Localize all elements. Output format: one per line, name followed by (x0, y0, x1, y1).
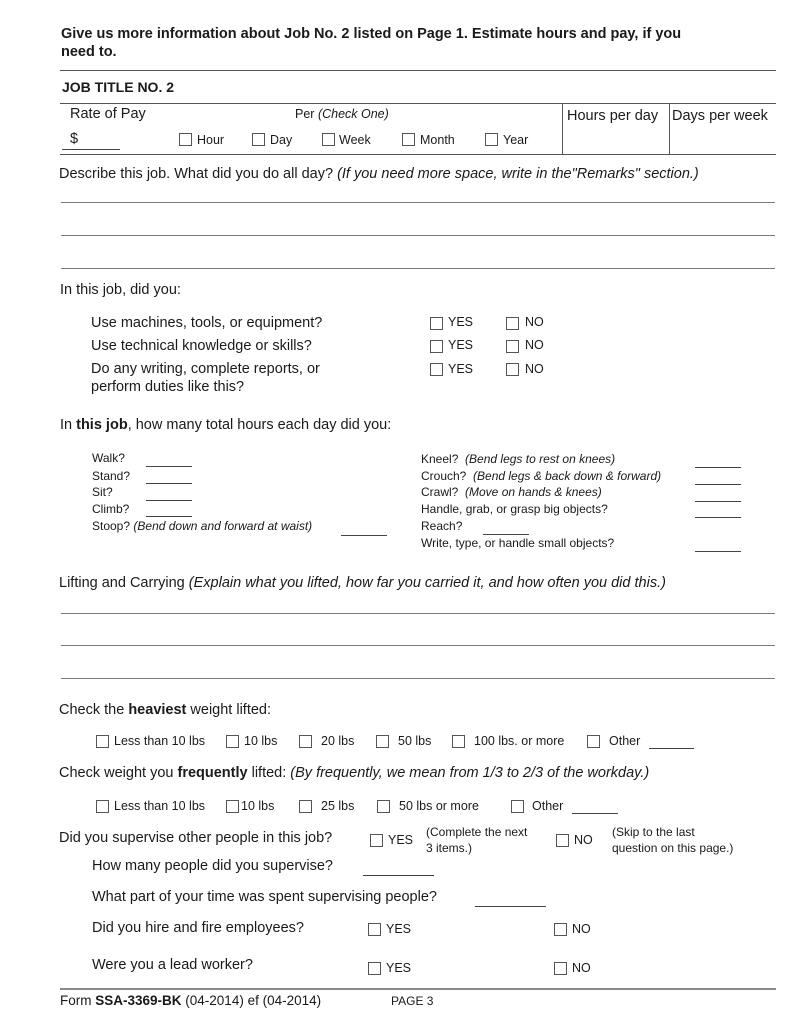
hours-per-day-label: Hours per day (567, 108, 659, 124)
writing-yes-checkbox[interactable] (430, 363, 443, 376)
machines-yes-checkbox[interactable] (430, 317, 443, 330)
crouch-label: Crouch? (Bend legs & back down & forward) (421, 469, 662, 483)
frequent-less-than-10-checkbox[interactable] (96, 800, 109, 813)
lifting-line-3[interactable] (61, 678, 775, 679)
kneel-label: Kneel? (Bend legs to rest on knees) (421, 452, 616, 466)
hire-fire-label: Did you hire and fire employees? (92, 920, 304, 936)
page-number: PAGE 3 (391, 994, 434, 1008)
supervise-question: Did you supervise other people in this job? (59, 830, 333, 846)
checkbox-year-label: Year (503, 133, 529, 147)
frequent-25-checkbox[interactable] (299, 800, 312, 813)
hours-per-day-input[interactable] (563, 126, 668, 153)
intro-line-2: need to. (61, 44, 117, 60)
heaviest-heading: Check the heaviest weight lifted: (59, 702, 272, 718)
heaviest-option-label: 20 lbs (321, 734, 355, 748)
time-supervising-label: What part of your time was spent supervising people? (92, 889, 437, 905)
stand-hours-input[interactable] (146, 483, 192, 484)
days-per-week-label: Days per week (672, 108, 768, 124)
sit-label: Sit? (92, 485, 113, 499)
write-label: Write, type, or handle small objects? (421, 536, 615, 550)
heaviest-option-label: 50 lbs (398, 734, 432, 748)
yes-label: YES (448, 338, 474, 352)
describe-line-1[interactable] (61, 202, 775, 203)
technical-no-checkbox[interactable] (506, 340, 519, 353)
per-label: Per (Check One) (295, 107, 389, 121)
checkbox-year[interactable] (485, 133, 498, 146)
days-per-week-input[interactable] (670, 126, 775, 153)
describe-job-label: Describe this job. What did you do all day? (If you need more space, write in the"Remarks" section.) (59, 166, 699, 182)
question-writing-line-2: perform duties like this? (91, 379, 245, 395)
describe-line-2[interactable] (61, 235, 775, 236)
no-label: NO (525, 315, 544, 329)
heaviest-20-checkbox[interactable] (299, 735, 312, 748)
supervise-yes-note-2: 3 items.) (426, 841, 473, 855)
no-label: NO (525, 338, 544, 352)
lead-worker-yes-checkbox[interactable] (368, 962, 381, 975)
question-writing-line-1: Do any writing, complete reports, or (91, 361, 320, 377)
frequent-option-label: Less than 10 lbs (114, 799, 206, 813)
lifting-line-2[interactable] (61, 645, 775, 646)
reach-label: Reach? (421, 519, 463, 533)
checkbox-hour[interactable] (179, 133, 192, 146)
frequent-other-input[interactable] (572, 813, 618, 814)
frequent-10-checkbox[interactable] (226, 800, 239, 813)
heaviest-100-checkbox[interactable] (452, 735, 465, 748)
no-label: NO (572, 922, 591, 936)
yes-label: YES (386, 922, 412, 936)
heaviest-less-than-10-checkbox[interactable] (96, 735, 109, 748)
technical-yes-checkbox[interactable] (430, 340, 443, 353)
lead-worker-label: Were you a lead worker? (92, 957, 253, 973)
stoop-hours-input[interactable] (341, 535, 387, 536)
frequent-option-label: Other (532, 799, 564, 813)
yes-label: YES (448, 362, 474, 376)
supervise-no-note-1: (Skip to the last (612, 825, 695, 839)
time-supervising-input[interactable] (475, 906, 546, 907)
crawl-hours-input[interactable] (695, 501, 741, 502)
heaviest-other-checkbox[interactable] (587, 735, 600, 748)
checkbox-hour-label: Hour (197, 133, 225, 147)
writing-no-checkbox[interactable] (506, 363, 519, 376)
frequent-50-checkbox[interactable] (377, 800, 390, 813)
no-label: NO (574, 833, 593, 847)
checkbox-day[interactable] (252, 133, 265, 146)
crawl-label: Crawl? (Move on hands & knees) (421, 485, 602, 499)
climb-hours-input[interactable] (146, 516, 192, 517)
kneel-hours-input[interactable] (695, 467, 741, 468)
yes-label: YES (388, 833, 414, 847)
hours-heading: In this job, how many total hours each day did you: (60, 417, 392, 433)
supervise-no-checkbox[interactable] (556, 834, 569, 847)
frequent-option-label: 10 lbs (241, 799, 275, 813)
frequent-other-checkbox[interactable] (511, 800, 524, 813)
walk-label: Walk? (92, 451, 125, 465)
stand-label: Stand? (92, 469, 131, 483)
walk-hours-input[interactable] (146, 466, 192, 467)
form-id: Form SSA-3369-BK (04-2014) ef (04-2014) (60, 993, 322, 1008)
yes-label: YES (386, 961, 412, 975)
lifting-label: Lifting and Carrying (Explain what you lifted, how far you carried it, and how often you did this.) (59, 575, 666, 591)
question-technical: Use technical knowledge or skills? (91, 338, 312, 354)
frequent-heading: Check weight you frequently lifted: (By frequently, we mean from 1/3 to 2/3 of the workday.) (59, 765, 650, 781)
checkbox-week[interactable] (322, 133, 335, 146)
heaviest-option-label: 10 lbs (244, 734, 278, 748)
how-many-supervised-label: How many people did you supervise? (92, 858, 333, 874)
lifting-line-1[interactable] (61, 613, 775, 614)
lead-worker-no-checkbox[interactable] (554, 962, 567, 975)
how-many-supervised-input[interactable] (363, 875, 434, 876)
footer-divider (60, 988, 776, 990)
describe-line-3[interactable] (61, 268, 775, 269)
frequent-option-label: 50 lbs or more (399, 799, 479, 813)
divider (60, 70, 776, 71)
checkbox-day-label: Day (270, 133, 293, 147)
heaviest-option-label: Less than 10 lbs (114, 734, 206, 748)
write-hours-input[interactable] (695, 551, 741, 552)
rate-of-pay-label: Rate of Pay (70, 106, 146, 122)
crouch-hours-input[interactable] (695, 484, 741, 485)
supervise-yes-note-1: (Complete the next (426, 825, 528, 839)
intro-line-1: Give us more information about Job No. 2 listed on Page 1. Estimate hours and pay, if you (61, 26, 682, 42)
did-you-heading: In this job, did you: (60, 282, 181, 298)
supervise-no-note-2: question on this page.) (612, 841, 734, 855)
heaviest-10-checkbox[interactable] (226, 735, 239, 748)
heaviest-option-label: 100 lbs. or more (474, 734, 565, 748)
no-label: NO (525, 362, 544, 376)
handle-label: Handle, grab, or grasp big objects? (421, 502, 608, 516)
hire-fire-no-checkbox[interactable] (554, 923, 567, 936)
yes-label: YES (448, 315, 474, 329)
reach-hours-input[interactable] (483, 534, 529, 535)
question-machines: Use machines, tools, or equipment? (91, 315, 323, 331)
heaviest-other-input[interactable] (649, 748, 694, 749)
no-label: NO (572, 961, 591, 975)
stoop-label: Stoop? (Bend down and forward at waist) (92, 519, 313, 533)
frequent-option-label: 25 lbs (321, 799, 355, 813)
handle-hours-input[interactable] (695, 517, 741, 518)
currency-symbol: $ (70, 131, 79, 147)
heaviest-option-label: Other (609, 734, 641, 748)
heaviest-50-checkbox[interactable] (376, 735, 389, 748)
machines-no-checkbox[interactable] (506, 317, 519, 330)
divider (60, 154, 776, 155)
hire-fire-yes-checkbox[interactable] (368, 923, 381, 936)
checkbox-month-label: Month (420, 133, 455, 147)
job-title: JOB TITLE NO. 2 (62, 79, 175, 95)
climb-label: Climb? (92, 502, 130, 516)
checkbox-month[interactable] (402, 133, 415, 146)
supervise-yes-checkbox[interactable] (370, 834, 383, 847)
checkbox-week-label: Week (339, 133, 371, 147)
sit-hours-input[interactable] (146, 500, 192, 501)
rate-of-pay-input[interactable] (62, 149, 120, 150)
